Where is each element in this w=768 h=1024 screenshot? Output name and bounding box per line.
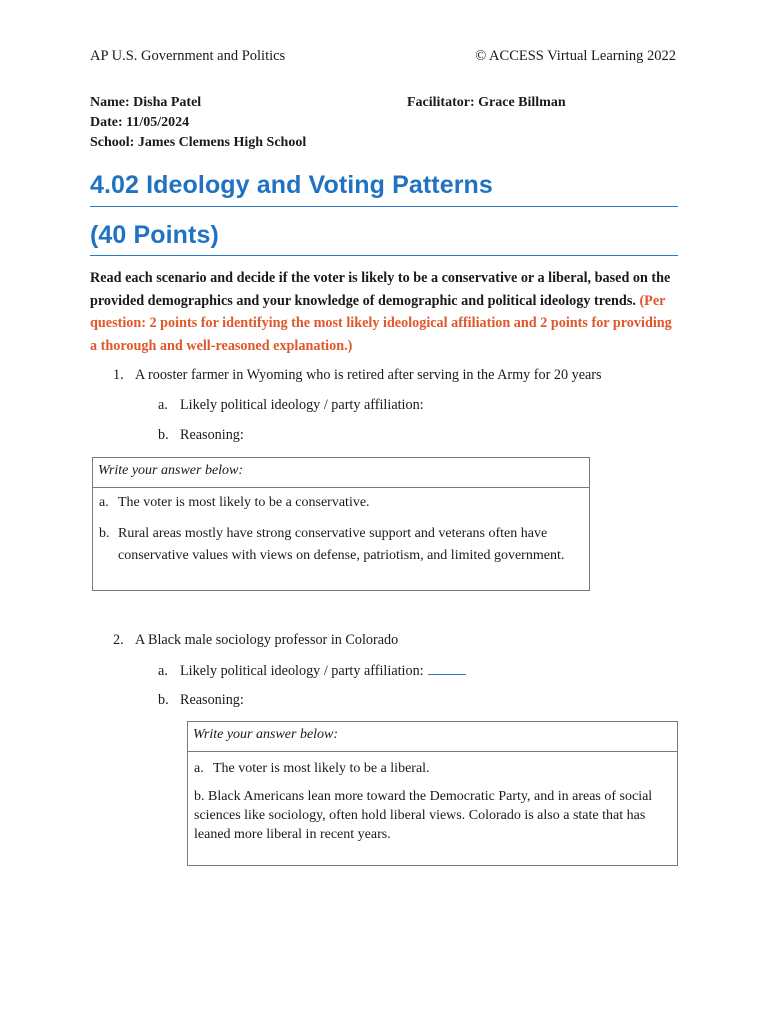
answer-label: b. bbox=[99, 525, 110, 541]
sub-label: a. bbox=[158, 397, 168, 413]
sub-label: b. bbox=[158, 427, 169, 443]
question-2-sub-a bbox=[158, 662, 466, 680]
answer-box-header: Write your answer below: bbox=[93, 458, 589, 488]
question-1 bbox=[113, 367, 602, 384]
sub-label: b. bbox=[158, 692, 169, 708]
question-2-sub-b bbox=[158, 692, 244, 709]
course-header: AP U.S. Government and Politics bbox=[90, 48, 286, 64]
question-1-sub-a bbox=[158, 397, 424, 414]
answer-box-1[interactable] bbox=[92, 457, 590, 591]
sub-label: a. bbox=[158, 663, 168, 679]
answer-box-2[interactable] bbox=[187, 721, 678, 866]
question-number: 2. bbox=[113, 632, 124, 648]
question-prompt: A Black male sociology professor in Colorado bbox=[135, 632, 399, 648]
scoring-note: (Per question: 2 points for identifying the most likely ideological affiliation and 2 points for providing a thorough and well-reasoned explanation.) bbox=[90, 292, 672, 354]
points-rule bbox=[90, 255, 678, 256]
answer-box-header: Write your answer below: bbox=[188, 722, 677, 752]
title-rule bbox=[90, 206, 678, 207]
sub-text: Reasoning: bbox=[180, 427, 244, 443]
sub-text: Reasoning: bbox=[180, 692, 244, 708]
submission-date: Date: 11/05/2024 bbox=[90, 115, 190, 130]
answer-text: The voter is most likely to be a liberal. bbox=[213, 761, 430, 776]
student-name: Name: Disha Patel bbox=[90, 95, 202, 110]
sub-text: Likely political ideology / party affiliation: bbox=[180, 397, 424, 413]
question-1-sub-b bbox=[158, 427, 244, 444]
points-title: (40 Points) bbox=[90, 221, 219, 249]
question-prompt: A rooster farmer in Wyoming who is retired after serving in the Army for 20 years bbox=[135, 367, 602, 383]
instructions bbox=[90, 267, 680, 357]
answer-b bbox=[99, 523, 581, 568]
answer-a bbox=[194, 758, 671, 781]
page-title: 4.02 Ideology and Voting Patterns bbox=[90, 171, 493, 199]
question-number: 1. bbox=[113, 367, 124, 383]
question-2 bbox=[113, 632, 398, 649]
answer-label: a. bbox=[194, 761, 204, 776]
sub-text: Likely political ideology / party affiliation: bbox=[180, 663, 424, 679]
answer-blank[interactable] bbox=[428, 662, 466, 675]
answer-b: b. Black Americans lean more toward the Democratic Party, and in areas of social sciences like sociology, often hold liberal views. Colorado is also a state that has leaned more liberal in recent years. bbox=[194, 788, 653, 842]
facilitator-name: Facilitator: Grace Billman bbox=[407, 95, 566, 110]
instructions-main: Read each scenario and decide if the voter is likely to be a conservative or a liberal, based on the provided demographics and your knowledge of demographic and political ideology trends. bbox=[90, 270, 671, 309]
answer-label: a. bbox=[99, 495, 109, 510]
school-name: School: James Clemens High School bbox=[90, 135, 307, 150]
answer-text: The voter is most likely to be a conservative. bbox=[118, 495, 370, 510]
copyright-header: © ACCESS Virtual Learning 2022 bbox=[475, 48, 676, 64]
answer-text: Rural areas mostly have strong conservative support and veterans often have conservative values with views on defense, patriotism, and limited government. bbox=[118, 525, 565, 563]
answer-a bbox=[99, 492, 581, 515]
